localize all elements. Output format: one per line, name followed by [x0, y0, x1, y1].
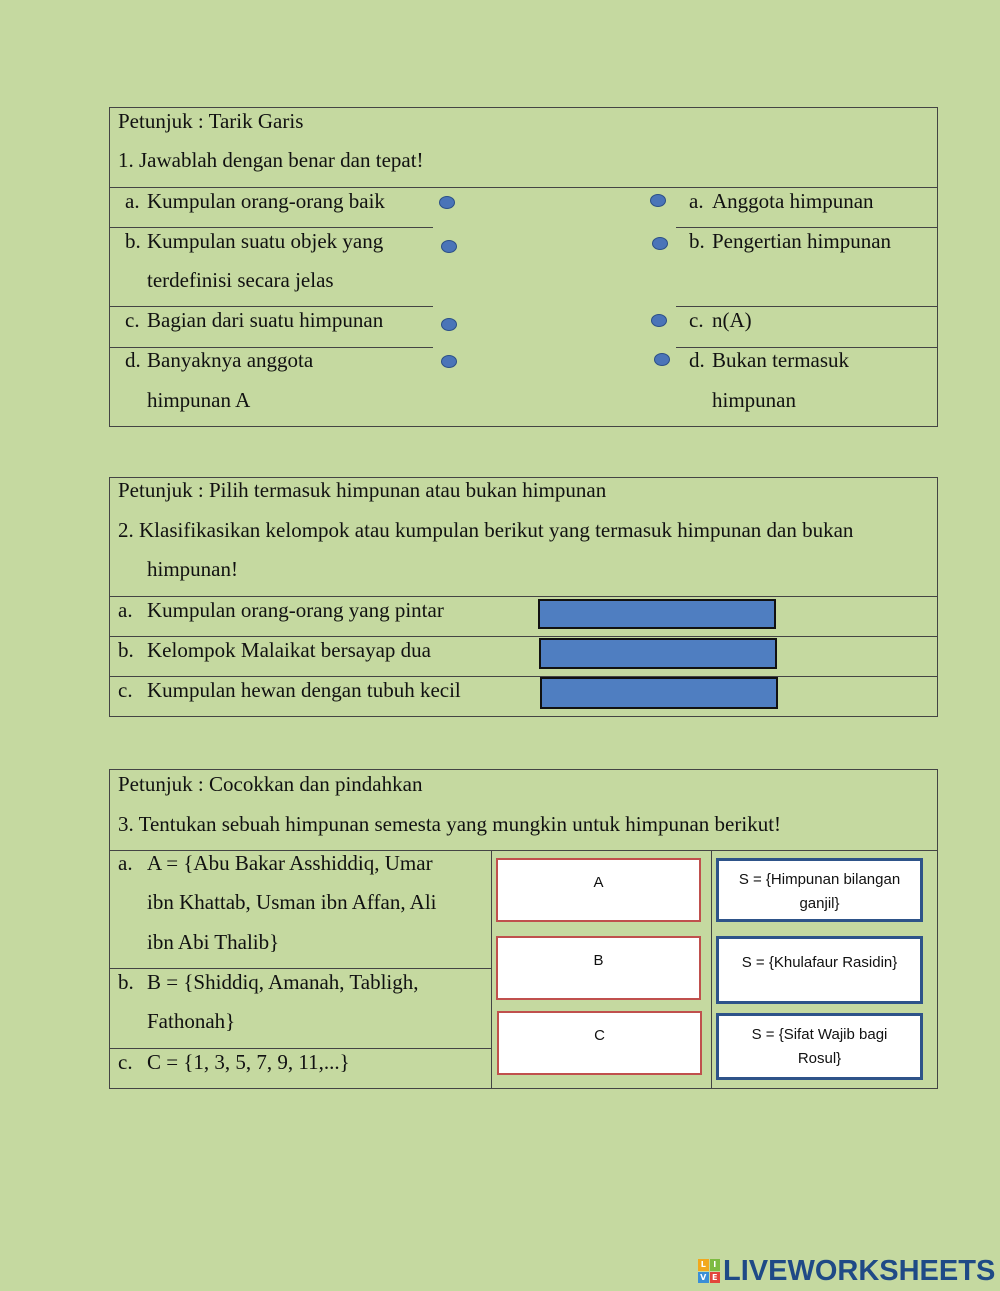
- liveworksheets-logo: [698, 1256, 995, 1286]
- drop-zone-b[interactable]: B: [496, 936, 701, 1000]
- classify-item-text: Kelompok Malaikat bersayap dua: [147, 638, 431, 662]
- right-item-letter: d.: [689, 348, 705, 372]
- right-item-letter: b.: [689, 229, 705, 253]
- left-item-text: Kumpulan suatu objek yang: [147, 229, 384, 253]
- connector-dot-left-c[interactable]: [441, 318, 457, 331]
- set-item-letter: c.: [118, 1050, 133, 1074]
- option-text: Rosul}: [797, 1050, 842, 1067]
- set-item-text: Fathonah}: [147, 1009, 236, 1033]
- divider: [491, 850, 492, 1089]
- option-text: S = {Khulafaur Rasidin}: [741, 954, 898, 971]
- left-item-text: himpunan A: [147, 388, 251, 412]
- connector-dot-left-d[interactable]: [441, 355, 457, 368]
- connector-dot-right-d[interactable]: [654, 353, 670, 366]
- classify-item-letter: c.: [118, 678, 133, 702]
- right-item-text: Pengertian himpunan: [712, 229, 892, 253]
- right-item-text: n(A): [712, 308, 752, 332]
- drag-option-1[interactable]: [716, 858, 923, 922]
- connector-dot-right-b[interactable]: [652, 237, 668, 250]
- option-text: S = {Sifat Wajib bagi: [751, 1026, 888, 1043]
- set-item-text: A = {Abu Bakar Asshiddiq, Umar: [147, 851, 433, 875]
- section-1-question: 1. Jawablah dengan benar dan tepat!: [118, 148, 424, 172]
- set-item-letter: b.: [118, 970, 134, 994]
- left-item-text: Banyaknya anggota: [147, 348, 314, 372]
- section-2-question: himpunan!: [147, 557, 238, 581]
- right-item-letter: c.: [689, 308, 704, 332]
- answer-select-b[interactable]: [539, 638, 777, 669]
- set-item-text: ibn Abi Thalib}: [147, 930, 280, 954]
- drag-option-2[interactable]: [716, 936, 923, 1004]
- logo-mark-letter: V: [698, 1272, 709, 1284]
- section-3-instruction: Petunjuk : Cocokkan dan pindahkan: [118, 772, 423, 796]
- section-2-instruction: Petunjuk : Pilih termasuk himpunan atau bukan himpunan: [118, 478, 607, 502]
- left-item-letter: c.: [125, 308, 140, 332]
- connector-dot-right-c[interactable]: [651, 314, 667, 327]
- logo-text: LIVEWORKSHEETS: [723, 1254, 996, 1287]
- drop-zone-c[interactable]: C: [497, 1011, 702, 1075]
- connector-dot-left-b[interactable]: [441, 240, 457, 253]
- left-item-letter: a.: [125, 189, 140, 213]
- logo-mark-letter: I: [710, 1259, 721, 1271]
- right-item-text: himpunan: [712, 388, 796, 412]
- answer-select-a[interactable]: [538, 599, 776, 629]
- set-item-text: C = {1, 3, 5, 7, 9, 11,...}: [147, 1050, 350, 1074]
- section-3-question: 3. Tentukan sebuah himpunan semesta yang mungkin untuk himpunan berikut!: [118, 812, 782, 836]
- right-item-text: Bukan termasuk: [712, 348, 850, 372]
- logo-mark-letter: L: [698, 1259, 709, 1271]
- connector-dot-left-a[interactable]: [439, 196, 455, 209]
- option-text: S = {Himpunan bilangan: [738, 871, 901, 888]
- section-1-instruction: Petunjuk : Tarik Garis: [118, 109, 304, 133]
- set-item-text: ibn Khattab, Usman ibn Affan, Ali: [147, 890, 437, 914]
- left-item-text: Bagian dari suatu himpunan: [147, 308, 384, 332]
- classify-item-letter: b.: [118, 638, 134, 662]
- logo-mark-letter: E: [710, 1272, 721, 1284]
- set-item-letter: a.: [118, 851, 133, 875]
- classify-item-letter: a.: [118, 598, 133, 622]
- left-item-letter: b.: [125, 229, 141, 253]
- drag-option-3[interactable]: [716, 1013, 923, 1080]
- left-item-text: Kumpulan orang-orang baik: [147, 189, 385, 213]
- set-item-text: B = {Shiddiq, Amanah, Tabligh,: [147, 970, 419, 994]
- section-2-question: 2. Klasifikasikan kelompok atau kumpulan berikut yang termasuk himpunan dan bukan: [118, 518, 854, 542]
- logo-mark-icon: [698, 1259, 720, 1283]
- classify-item-text: Kumpulan orang-orang yang pintar: [147, 598, 444, 622]
- divider: [711, 850, 712, 1089]
- right-item-letter: a.: [689, 189, 704, 213]
- connector-dot-right-a[interactable]: [650, 194, 666, 207]
- left-item-letter: d.: [125, 348, 141, 372]
- answer-select-c[interactable]: [540, 677, 778, 709]
- left-item-text: terdefinisi secara jelas: [147, 268, 334, 292]
- classify-item-text: Kumpulan hewan dengan tubuh kecil: [147, 678, 461, 702]
- drop-zone-a[interactable]: A: [496, 858, 701, 922]
- right-item-text: Anggota himpunan: [712, 189, 874, 213]
- option-text: ganjil}: [799, 895, 840, 912]
